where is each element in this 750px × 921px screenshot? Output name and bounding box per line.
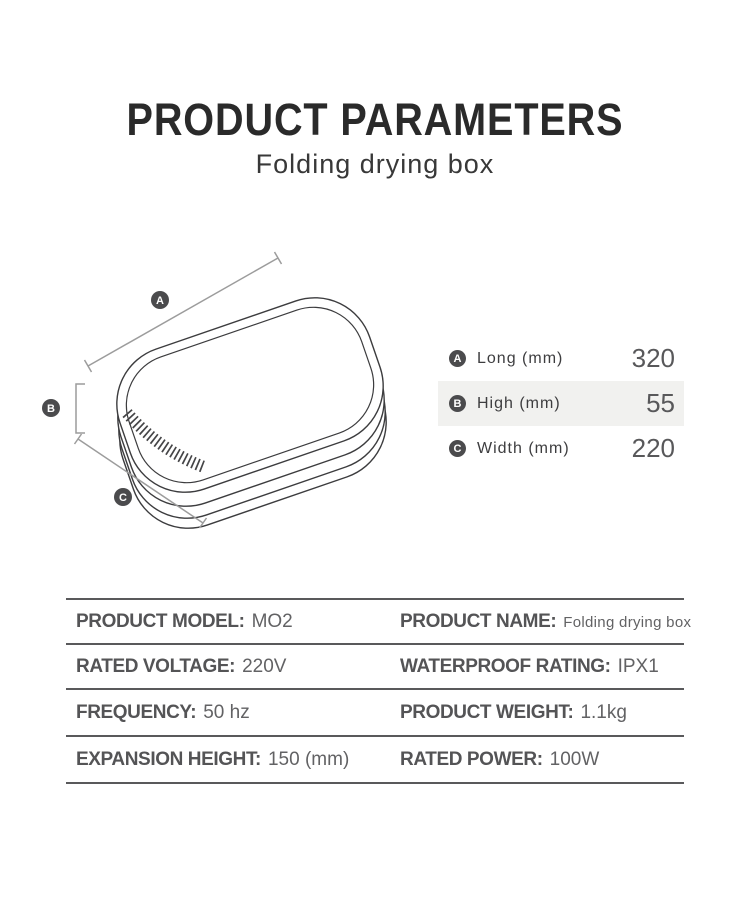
spec-row-voltage-waterproof: [66, 645, 684, 690]
spec-label: EXPANSION HEIGHT:: [76, 748, 261, 770]
spec-cell: [400, 702, 684, 724]
spec-value: Folding drying box: [563, 613, 692, 631]
spec-label: RATED POWER:: [400, 748, 543, 770]
dimension-value: 320: [631, 343, 675, 373]
marker-b-badge: B: [449, 395, 466, 412]
dimension-value: 55: [646, 388, 675, 418]
dim-line-b: [76, 384, 85, 433]
spec-row-frequency-weight: [66, 690, 684, 737]
spec-value: MO2: [251, 610, 293, 632]
spec-cell: [400, 749, 684, 771]
spec-row-model-name: [66, 600, 692, 645]
dimensions-list: [438, 336, 684, 471]
dimension-label: Width (mm): [477, 439, 570, 457]
spec-cell: [66, 702, 400, 724]
marker-c-badge: C: [449, 440, 466, 457]
spec-cell: [66, 656, 400, 678]
spec-value: 100W: [549, 748, 600, 770]
spec-label: PRODUCT WEIGHT:: [400, 701, 574, 723]
marker-c-label: C: [119, 492, 127, 504]
dimension-value: 220: [631, 433, 675, 463]
dim-tick: [75, 434, 82, 444]
marker-b-label: B: [47, 403, 55, 415]
spec-value: 220V: [242, 655, 287, 677]
spec-cell: [66, 611, 400, 633]
spec-table: [66, 598, 692, 784]
spec-label: RATED VOLTAGE:: [76, 655, 236, 677]
spec-cell: [66, 749, 400, 771]
product-diagram: [30, 235, 450, 540]
spec-label: PRODUCT NAME:: [400, 610, 557, 632]
dim-tick: [275, 252, 282, 264]
spec-value: IPX1: [617, 655, 659, 677]
dimension-row-high: [438, 381, 684, 426]
spec-row-height-power: [66, 737, 684, 784]
dim-tick: [85, 360, 92, 372]
spec-value: 50 hz: [203, 701, 250, 723]
spec-cell: [400, 656, 684, 678]
marker-a-label: A: [156, 295, 164, 307]
dimension-label: Long (mm): [477, 349, 564, 367]
page-subtitle: Folding drying box: [255, 149, 495, 179]
marker-a-badge: A: [449, 350, 466, 367]
spec-label: FREQUENCY:: [76, 701, 197, 723]
page-title: PRODUCT PARAMETERS: [126, 94, 624, 145]
spec-value: 150 (mm): [267, 748, 350, 770]
spec-label: WATERPROOF RATING:: [400, 655, 611, 677]
spec-value: 1.1kg: [580, 701, 627, 723]
dimension-label: High (mm): [477, 394, 561, 412]
dimension-row-width: [438, 426, 684, 471]
dimension-row-long: [438, 336, 684, 381]
spec-label: PRODUCT MODEL:: [76, 610, 245, 632]
box-drawing: [101, 282, 402, 540]
spec-cell: [400, 611, 691, 633]
